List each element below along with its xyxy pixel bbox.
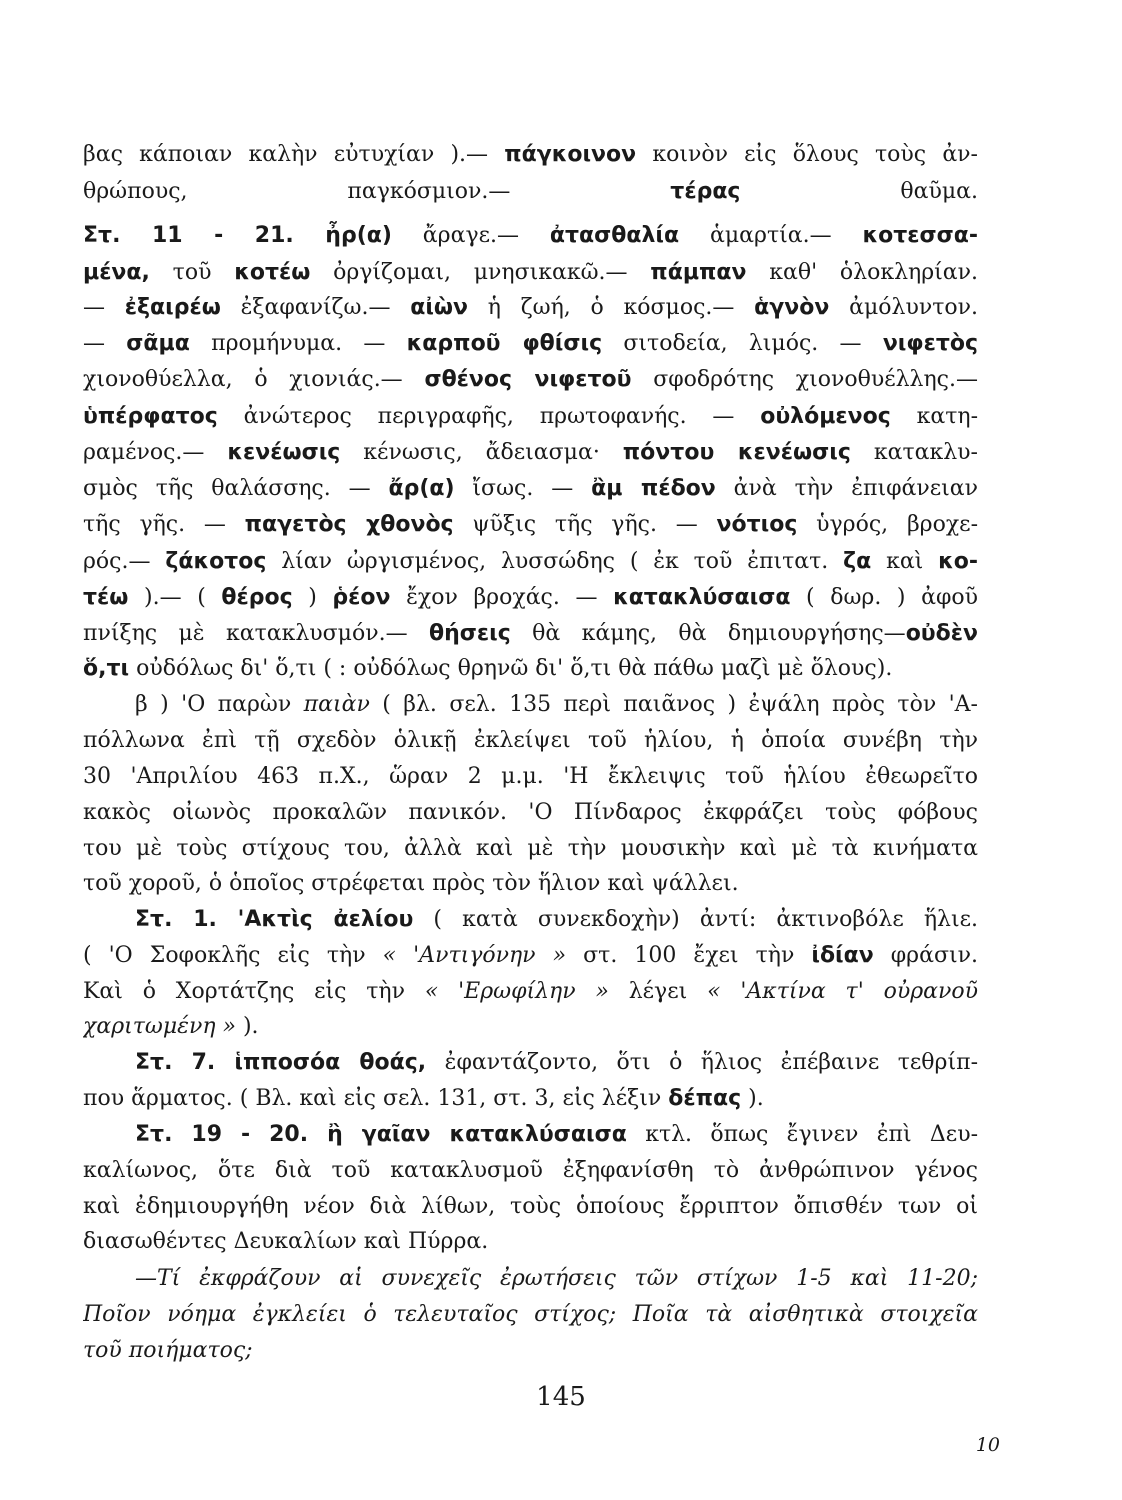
italic-text: χαριτωμένη » xyxy=(83,1014,236,1039)
gloss: προμήνυμα. — xyxy=(189,331,407,356)
text-line xyxy=(83,652,978,686)
gloss: σιτοδεία, λιμός. — xyxy=(602,331,883,356)
lemma: θέρος xyxy=(221,585,293,610)
text-line xyxy=(135,1118,978,1152)
page-number: 145 xyxy=(536,1382,586,1412)
text-line xyxy=(83,760,978,794)
italic-text: « 'Αντιγόνην » xyxy=(382,943,567,968)
italic-text: Ποῖον νόημα ἐγκλείει ὁ τελευταῖος στίχος; Ποῖα τὰ αἰσθητικὰ στοιχεῖα xyxy=(83,1302,978,1327)
lemma: αἰὼν xyxy=(410,295,469,320)
gloss: ὀργίζομαι, μνησικακῶ.— xyxy=(310,260,651,285)
gloss: κοινὸν εἰς ὅλους τοὺς ἀν- xyxy=(636,142,978,167)
lemma: δέπας xyxy=(668,1086,742,1111)
text-line xyxy=(83,508,978,542)
gloss: καὶ xyxy=(871,549,939,574)
lemma: Στ. 7. ἱπποσόα θοάς, xyxy=(135,1050,427,1075)
lemma: Στ. 19 - 20. ἢ γαῖαν κατακλύσαισα xyxy=(135,1122,627,1147)
gloss: του μὲ τοὺς στίχους του, ἀλλὰ καὶ μὲ τὴν μουσικὴν καὶ μὲ τὰ κινήματα xyxy=(83,836,978,861)
text-line xyxy=(83,545,978,579)
gloss: ραμένος.— xyxy=(83,440,228,465)
gloss: τοῦ χοροῦ, ὁ ὁποῖος στρέφεται πρὸς τὸν ἥλιον καὶ ψάλλει. xyxy=(83,871,739,896)
gloss: βας κάποιαν καλὴν εὐτυχίαν ).— xyxy=(83,142,505,167)
gloss: ἁμαρτία.— xyxy=(679,223,863,248)
lemma: ἁγνὸν xyxy=(754,295,830,320)
lemma: πάγκοινον xyxy=(504,142,637,167)
lemma: σᾶμα xyxy=(126,331,190,356)
text-line xyxy=(135,1046,978,1080)
gloss: ἀνὰ τὴν ἐπιφάνειαν xyxy=(715,476,978,501)
text-line xyxy=(83,1190,978,1224)
lemma: ζάκοτος xyxy=(165,549,267,574)
gloss: σφοδρότης χιονοθυέλλης.— xyxy=(631,367,978,392)
text-line xyxy=(83,939,978,973)
gloss: θαῦμα. xyxy=(740,179,978,204)
text-line xyxy=(83,291,978,325)
lemma: θήσεις xyxy=(428,621,511,646)
lemma: τέρας xyxy=(670,179,741,204)
text-line xyxy=(83,138,978,172)
italic-text: τοῦ ποιήματος; xyxy=(83,1338,253,1363)
gloss: στ. 100 ἔχει τὴν xyxy=(566,943,812,968)
lemma: κοτεσσα- xyxy=(862,223,978,248)
gloss: ( κατὰ συνεκδοχὴν) ἀντί: ἀκτινοβόλε ἥλιε. xyxy=(413,907,978,932)
lemma: ὅ,τι xyxy=(83,656,130,681)
gloss: ψῦξις τῆς γῆς. — xyxy=(453,512,717,537)
italic-text: παιὰν xyxy=(303,692,370,717)
gloss: τοῦ xyxy=(149,260,235,285)
lemma: ἐξαιρέω xyxy=(124,295,221,320)
italic-text: « 'Ερωφίλην » xyxy=(424,979,609,1004)
text-line xyxy=(83,832,978,866)
gloss: β ) 'Ο παρὼν xyxy=(135,692,304,717)
lemma: ἀτασθαλία xyxy=(549,223,680,248)
text-line xyxy=(83,219,978,253)
text-line xyxy=(83,975,978,1009)
gloss: που ἅρματος. ( Βλ. καὶ εἰς σελ. 131, στ. 3, εἰς λέξιν xyxy=(83,1086,669,1111)
gloss: λέγει xyxy=(608,979,708,1004)
lemma: ῥέον xyxy=(332,585,391,610)
text-line xyxy=(83,1298,978,1332)
lemma: νιφετὸς xyxy=(882,331,978,356)
gloss: ἀνώτερος περιγραφῆς, πρωτοφανής. — xyxy=(217,404,761,429)
gloss: Καὶ ὁ Χορτάτζης εἰς τὴν xyxy=(83,979,425,1004)
gloss: κένωσις, ἄδειασμα· xyxy=(340,440,623,465)
gloss: ( βλ. σελ. 135 περὶ παιᾶνος ) ἐψάλη πρὸς τὸν 'Α- xyxy=(369,692,978,717)
gloss: ). xyxy=(741,1086,764,1111)
text-line xyxy=(83,867,978,901)
gloss: ρός.— xyxy=(83,549,166,574)
gloss: ) xyxy=(292,585,333,610)
text-line xyxy=(83,472,978,506)
lemma: τέω xyxy=(83,585,129,610)
gloss: ἐφαντάζοντο, ὅτι ὁ ἥλιος ἐπέβαινε τεθρίπ- xyxy=(426,1050,978,1075)
gloss: κατη- xyxy=(890,404,978,429)
gloss: θὰ κάμης, θὰ δημιουργήσης— xyxy=(510,621,906,646)
lemma: πόντου κενέωσις xyxy=(622,440,851,465)
gloss: ἀμόλυντον. xyxy=(829,295,978,320)
lemma: ὑπέρφατος xyxy=(83,404,218,429)
lemma: κατακλύσαισα xyxy=(613,585,791,610)
gloss: φράσιν. xyxy=(873,943,978,968)
lemma: οὐλόμενος xyxy=(760,404,891,429)
gloss: ἄραγε.— xyxy=(391,223,550,248)
gloss: χιονοθύελλα, ὁ χιονιάς.— xyxy=(83,367,425,392)
text-line xyxy=(83,363,978,397)
gloss: τῆς γῆς. — xyxy=(83,512,245,537)
lemma: κενέωσις xyxy=(227,440,341,465)
gloss: ἡ ζωή, ὁ κόσμος.— xyxy=(468,295,755,320)
text-line xyxy=(83,1154,978,1188)
lemma: καρποῦ φθίσις xyxy=(406,331,603,356)
lemma: ἄρ(α) xyxy=(388,476,455,501)
gloss: οὐδόλως δι' ὅ,τι ( : οὐδόλως θρηνῶ δι' ὅ,τι θὰ πάθω μαζὶ μὲ ὅλους). xyxy=(129,656,893,681)
gloss: κακὸς οἰωνὸς προκαλῶν πανικόν. 'Ο Πίνδαρος ἐκφράζει τοὺς φόβους xyxy=(83,800,978,825)
lemma: Στ. 11 - 21. ἦρ(α) xyxy=(83,223,392,248)
lemma: μένα, xyxy=(83,260,150,285)
gloss: ἴσως. — xyxy=(454,476,592,501)
italic-text: —Τί ἐκφράζουν αἱ συνεχεῖς ἐρωτήσεις τῶν στίχων 1-5 καὶ 11-20; xyxy=(135,1266,978,1291)
gloss: πνίξης μὲ κατακλυσμόν.— xyxy=(83,621,429,646)
gloss: ).— ( xyxy=(128,585,222,610)
lemma: οὐδὲν xyxy=(905,621,978,646)
gloss: διασωθέντες Δευκαλίων καὶ Πύρρα. xyxy=(83,1229,489,1254)
text-line xyxy=(83,724,978,758)
text-line xyxy=(83,1334,978,1368)
gloss: 30 'Απριλίου 463 π.Χ., ὥραν 2 μ.μ. 'Η ἔκλειψις τοῦ ἡλίου ἐθεωρεῖτο xyxy=(83,764,978,789)
text-line xyxy=(83,400,978,434)
gloss: πόλλωνα ἐπὶ τῇ σχεδὸν ὁλικῇ ἐκλείψει τοῦ ἡλίου, ἡ ὁποία συνέβη τὴν xyxy=(83,728,978,753)
gloss: ἐξαφανίζω.— xyxy=(220,295,411,320)
text-line xyxy=(83,327,978,361)
italic-text: « 'Ακτίνα τ' οὐρανοῦ xyxy=(707,979,978,1004)
gloss: κτλ. ὅπως ἔγινεν ἐπὶ Δευ- xyxy=(626,1122,978,1147)
text-line xyxy=(135,1262,978,1296)
lemma: νότιος xyxy=(716,512,798,537)
gloss: ). xyxy=(235,1014,259,1039)
gloss: καλίωνος, ὅτε διὰ τοῦ κατακλυσμοῦ ἐξηφανίσθη τὸ ἀνθρώπινον γένος xyxy=(83,1158,978,1183)
text-line xyxy=(83,256,978,290)
gloss: λίαν ὠργισμένος, λυσσώδης ( ἐκ τοῦ ἐπιτατ. xyxy=(266,549,844,574)
gloss: ἔχον βροχάς. — xyxy=(390,585,614,610)
text-line xyxy=(83,175,978,209)
text-line xyxy=(83,581,978,615)
text-line xyxy=(83,617,978,651)
gloss: θρώπους, παγκόσμιον.— xyxy=(83,179,671,204)
gloss: ( 'Ο Σοφοκλῆς εἰς τὴν xyxy=(83,943,383,968)
gloss: σμὸς τῆς θαλάσσης. — xyxy=(83,476,389,501)
lemma: Στ. 1. 'Ακτὶς ἀελίου xyxy=(135,907,414,932)
text-line xyxy=(83,1010,978,1044)
text-line xyxy=(83,1082,978,1116)
gloss: καθ' ὁλοκληρίαν. xyxy=(746,260,978,285)
gloss: ( δωρ. ) ἀφοῦ xyxy=(790,585,978,610)
gloss: ὑγρός, βροχε- xyxy=(797,512,978,537)
text-line xyxy=(83,796,978,830)
lemma: ζα xyxy=(843,549,872,574)
text-line xyxy=(135,688,978,722)
lemma: πάμπαν xyxy=(650,260,747,285)
lemma: παγετὸς χθονὸς xyxy=(244,512,454,537)
lemma: ἂμ πέδον xyxy=(591,476,716,501)
gloss: — xyxy=(83,331,127,356)
lemma: κοτέω xyxy=(234,260,311,285)
lemma: σθένος νιφετοῦ xyxy=(424,367,632,392)
lemma: ἰδίαν xyxy=(811,943,874,968)
gloss: καὶ ἐδημιουργήθη νέον διὰ λίθων, τοὺς ὁποίους ἔρριπτον ὄπισθέν των οἱ xyxy=(83,1194,978,1219)
gloss: — xyxy=(83,295,125,320)
text-line xyxy=(135,903,978,937)
lemma: κο- xyxy=(938,549,978,574)
text-line xyxy=(83,1225,978,1259)
text-line xyxy=(83,436,978,470)
gloss: κατακλυ- xyxy=(850,440,978,465)
signature-mark: 10 xyxy=(975,1434,1000,1456)
